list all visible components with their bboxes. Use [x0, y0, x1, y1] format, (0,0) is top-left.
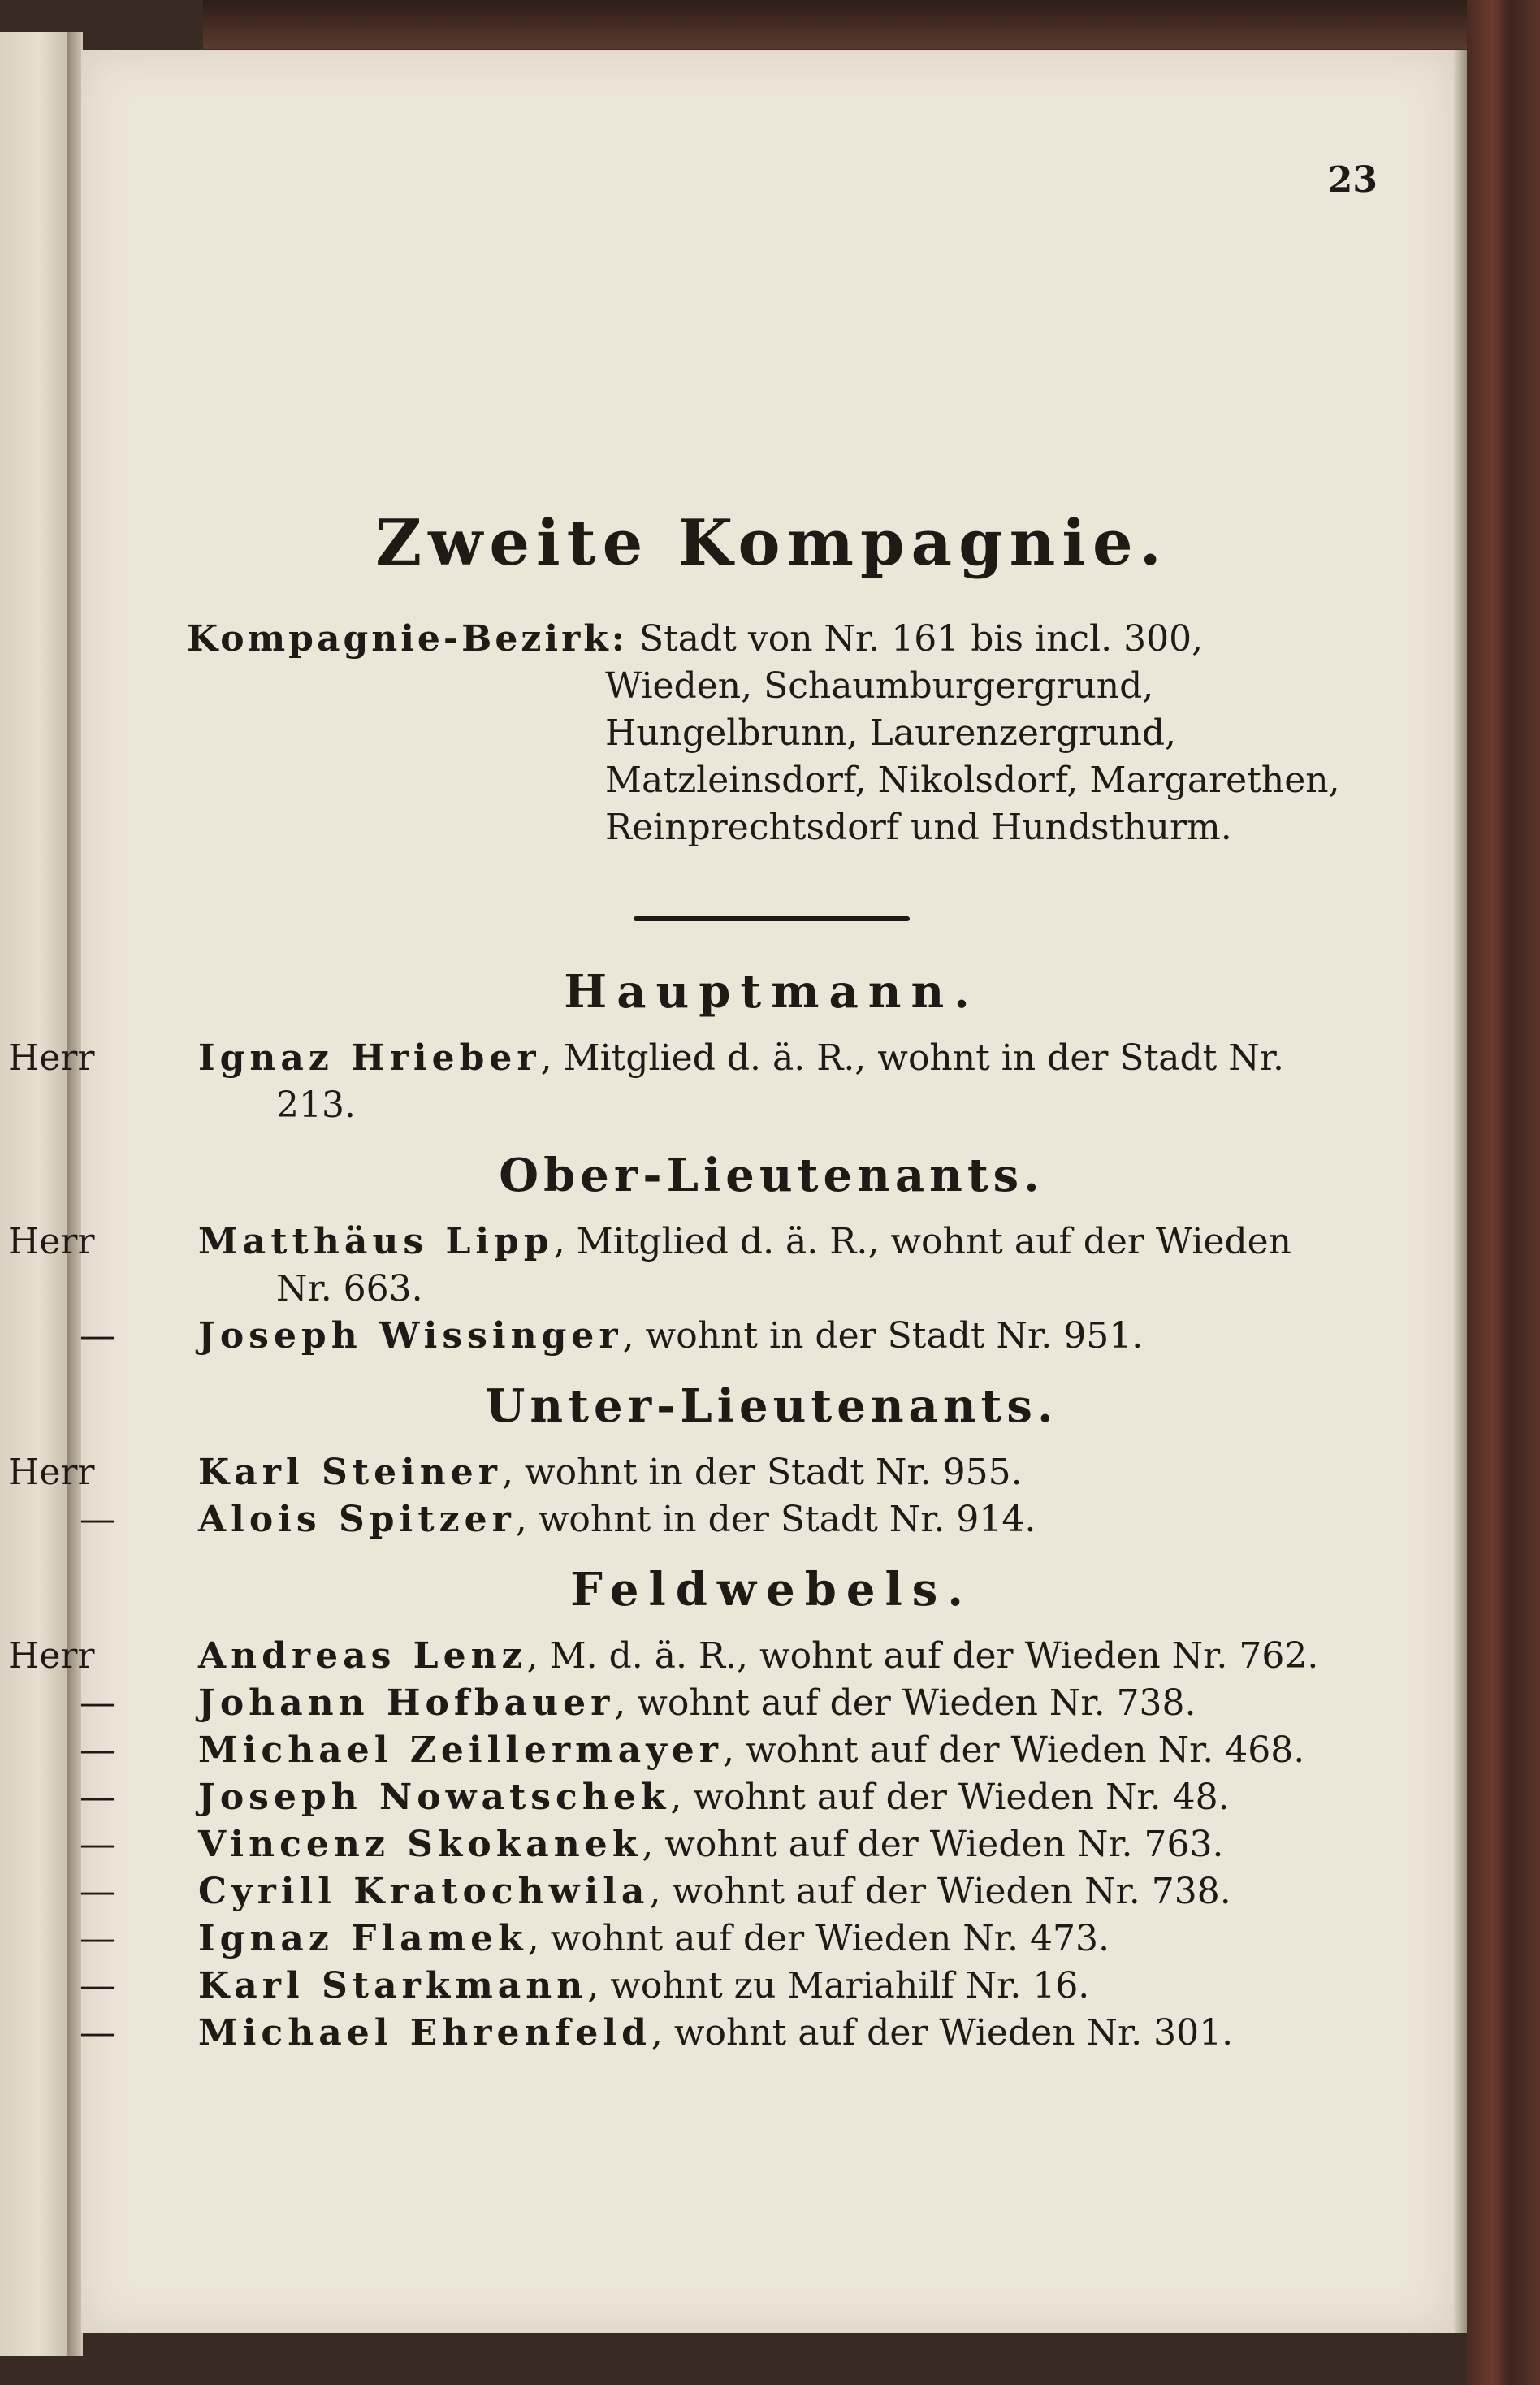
section-title-ober-lieutenants: Ober-Lieutenants.	[499, 1149, 1045, 1202]
list-item	[80, 1680, 1356, 1727]
entry-lead: —	[80, 1965, 115, 2006]
entry-name: Andreas Lenz	[198, 1635, 527, 1677]
entry-lead: Herr	[8, 1635, 95, 1677]
section-list-hauptmann	[8, 1035, 1356, 1129]
list-item	[80, 1963, 1356, 2010]
entry-name: Michael Zeillermayer	[198, 1729, 723, 1771]
entry-lead: —	[80, 1729, 115, 1771]
list-item	[80, 1313, 1356, 1360]
list-item	[80, 1727, 1356, 1774]
section-list-feldwebels	[8, 1633, 1356, 2057]
entry-lead: Herr	[8, 1037, 95, 1079]
list-item	[8, 1633, 1356, 1680]
entry-lead: Herr	[8, 1452, 95, 1493]
entry-detail: , wohnt auf der Wieden Nr. 473.	[527, 1918, 1110, 1959]
entry-detail: , M. d. ä. R., wohnt auf der Wieden Nr. 762.	[526, 1635, 1319, 1677]
list-item	[8, 1035, 1356, 1129]
entry-detail: , wohnt auf der Wieden Nr. 763.	[642, 1824, 1224, 1865]
list-item	[8, 1218, 1356, 1313]
entry-name: Joseph Wissinger	[198, 1315, 623, 1357]
entry-detail: , wohnt auf der Wieden Nr. 738.	[614, 1682, 1196, 1724]
entry-name: Karl Starkmann	[198, 1965, 588, 2006]
entry-name: Michael Ehrenfeld	[198, 2012, 651, 2054]
section-list-ober-lieutenants	[8, 1218, 1356, 1360]
section-title-feldwebels: Feldwebels.	[570, 1563, 973, 1617]
entry-lead: —	[80, 1918, 115, 1959]
page-title: Zweite Kompagnie.	[375, 506, 1168, 580]
section-title-unter-lieutenants: Unter-Lieutenants.	[485, 1379, 1058, 1433]
entry-detail: , wohnt auf der Wieden Nr. 301.	[651, 2012, 1234, 2054]
entry-lead: —	[80, 1777, 115, 1818]
entry-lead: —	[80, 1824, 115, 1865]
entry-detail: , wohnt auf der Wieden Nr. 738.	[649, 1871, 1231, 1912]
list-item	[80, 1868, 1356, 1915]
list-item	[80, 1915, 1356, 1963]
page-fore-edge	[1454, 50, 1467, 2333]
section-list-unter-lieutenants	[8, 1449, 1356, 1543]
entry-name: Joseph Nowatschek	[198, 1777, 671, 1818]
entry-lead: —	[80, 1499, 115, 1540]
list-item	[80, 1821, 1356, 1868]
page-number: 23	[1327, 159, 1378, 201]
list-item	[80, 1774, 1356, 1821]
section-title-hauptmann: Hauptmann.	[564, 965, 980, 1019]
entry-name: Ignaz Hrieber	[198, 1037, 541, 1079]
entry-lead: Herr	[8, 1221, 95, 1262]
entry-name: Vincenz Skokanek	[198, 1824, 642, 1865]
page-content	[8, 506, 1356, 2065]
entry-lead: —	[80, 1871, 115, 1912]
entry-detail: , wohnt auf der Wieden Nr. 48.	[670, 1777, 1230, 1818]
entry-detail: , wohnt in der Stadt Nr. 955.	[501, 1452, 1023, 1493]
entry-detail: , Mitglied d. ä. R., wohnt auf der Wieden Nr. 663.	[276, 1221, 1292, 1309]
book-cover-top	[203, 0, 1540, 49]
entry-name: Karl Steiner	[198, 1452, 502, 1493]
entry-lead: —	[80, 1315, 115, 1357]
entry-lead: —	[80, 1682, 115, 1724]
district-label: Kompagnie-Bezirk:	[187, 618, 628, 660]
entry-lead: —	[80, 2012, 115, 2054]
book-cover-edge	[1467, 0, 1540, 2385]
entry-detail: , Mitglied d. ä. R., wohnt in der Stadt Nr. 213.	[276, 1037, 1284, 1126]
entry-detail: , wohnt in der Stadt Nr. 914.	[515, 1499, 1036, 1540]
entry-name: Cyrill Kratochwila	[198, 1871, 650, 1912]
list-item	[80, 2010, 1356, 2057]
facing-page-edge	[0, 32, 77, 2356]
district-text: Stadt von Nr. 161 bis incl. 300, Wieden, Schaumburgergrund, Hungelbrunn, Laurenzergrund, Matzleinsdorf, Nikolsdorf, Margarethen, Reinprechtsdorf und Hundsthurm.	[605, 618, 1340, 848]
entry-detail: , wohnt auf der Wieden Nr. 468.	[722, 1729, 1305, 1771]
entry-name: Alois Spitzer	[198, 1499, 516, 1540]
entry-detail: , wohnt zu Mariahilf Nr. 16.	[587, 1965, 1090, 2006]
list-item	[80, 1496, 1356, 1543]
entry-detail: , wohnt in der Stadt Nr. 951.	[622, 1315, 1144, 1357]
section-divider	[634, 916, 910, 921]
entry-name: Ignaz Flamek	[198, 1918, 528, 1959]
company-district	[187, 616, 1356, 851]
entry-name: Matthäus Lipp	[198, 1221, 554, 1262]
list-item	[8, 1449, 1356, 1496]
entry-name: Johann Hofbauer	[198, 1682, 615, 1724]
